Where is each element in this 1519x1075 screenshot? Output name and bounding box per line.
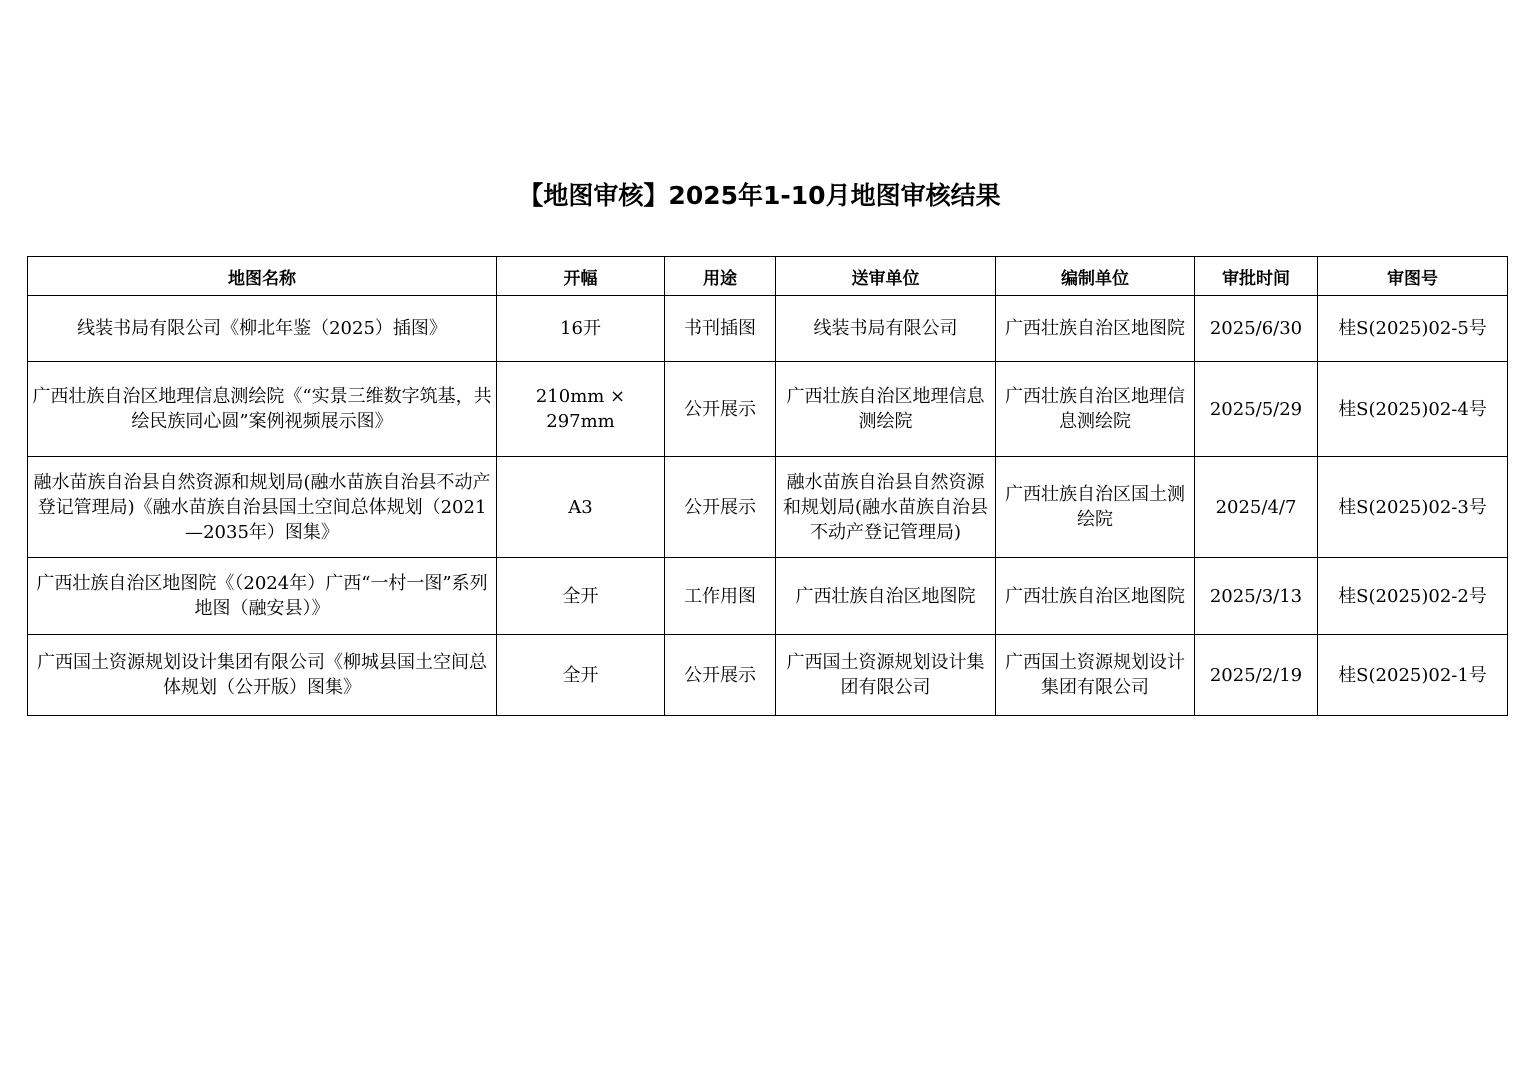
cell-compiling-unit: 广西壮族自治区地图院	[996, 558, 1195, 635]
cell-format: 16开	[497, 296, 665, 362]
table-row	[28, 457, 1508, 558]
cell-purpose: 工作用图	[665, 558, 776, 635]
cell-map-name: 广西壮族自治区地图院《（2024年）广西“一村一图”系列地图（融安县）》	[28, 558, 497, 635]
cell-format: A3	[497, 457, 665, 558]
table-header-row	[28, 257, 1508, 296]
cell-approval-date: 2025/2/19	[1195, 635, 1318, 716]
cell-format: 全开	[497, 635, 665, 716]
cell-submitting-unit: 广西壮族自治区地理信息测绘院	[776, 362, 996, 457]
cell-purpose: 公开展示	[665, 457, 776, 558]
cell-compiling-unit: 广西壮族自治区地理信息测绘院	[996, 362, 1195, 457]
cell-submitting-unit: 线装书局有限公司	[776, 296, 996, 362]
cell-compiling-unit: 广西壮族自治区国土测绘院	[996, 457, 1195, 558]
cell-map-name: 线装书局有限公司《柳北年鉴（2025）插图》	[28, 296, 497, 362]
cell-approval-date: 2025/6/30	[1195, 296, 1318, 362]
header-format: 开幅	[497, 257, 665, 296]
cell-approval-number: 桂S(2025)02-4号	[1318, 362, 1508, 457]
cell-compiling-unit: 广西壮族自治区地图院	[996, 296, 1195, 362]
cell-submitting-unit: 融水苗族自治县自然资源和规划局(融水苗族自治县不动产登记管理局)	[776, 457, 996, 558]
table-row	[28, 296, 1508, 362]
cell-approval-date: 2025/5/29	[1195, 362, 1318, 457]
cell-submitting-unit: 广西壮族自治区地图院	[776, 558, 996, 635]
cell-format: 210mm × 297mm	[497, 362, 665, 457]
table-row	[28, 635, 1508, 716]
header-approval-date: 审批时间	[1195, 257, 1318, 296]
header-approval-number: 审图号	[1318, 257, 1508, 296]
cell-map-name: 广西国土资源规划设计集团有限公司《柳城县国土空间总体规划（公开版）图集》	[28, 635, 497, 716]
header-purpose: 用途	[665, 257, 776, 296]
cell-approval-number: 桂S(2025)02-5号	[1318, 296, 1508, 362]
cell-approval-number: 桂S(2025)02-2号	[1318, 558, 1508, 635]
table-row	[28, 558, 1508, 635]
cell-approval-date: 2025/4/7	[1195, 457, 1318, 558]
cell-map-name: 融水苗族自治县自然资源和规划局(融水苗族自治县不动产登记管理局)《融水苗族自治县国土空间总体规划（2021—2035年）图集》	[28, 457, 497, 558]
cell-purpose: 书刊插图	[665, 296, 776, 362]
header-map-name: 地图名称	[28, 257, 497, 296]
header-compiling-unit: 编制单位	[996, 257, 1195, 296]
cell-purpose: 公开展示	[665, 635, 776, 716]
cell-map-name: 广西壮族自治区地理信息测绘院《“实景三维数字筑基，共绘民族同心圆”案例视频展示图》	[28, 362, 497, 457]
cell-submitting-unit: 广西国土资源规划设计集团有限公司	[776, 635, 996, 716]
header-submitting-unit: 送审单位	[776, 257, 996, 296]
page-title: 【地图审核】2025年1-10月地图审核结果	[518, 181, 1001, 210]
table-row	[28, 362, 1508, 457]
cell-compiling-unit: 广西国土资源规划设计集团有限公司	[996, 635, 1195, 716]
cell-format: 全开	[497, 558, 665, 635]
map-review-table	[27, 256, 1508, 716]
cell-approval-date: 2025/3/13	[1195, 558, 1318, 635]
cell-approval-number: 桂S(2025)02-1号	[1318, 635, 1508, 716]
cell-approval-number: 桂S(2025)02-3号	[1318, 457, 1508, 558]
cell-purpose: 公开展示	[665, 362, 776, 457]
